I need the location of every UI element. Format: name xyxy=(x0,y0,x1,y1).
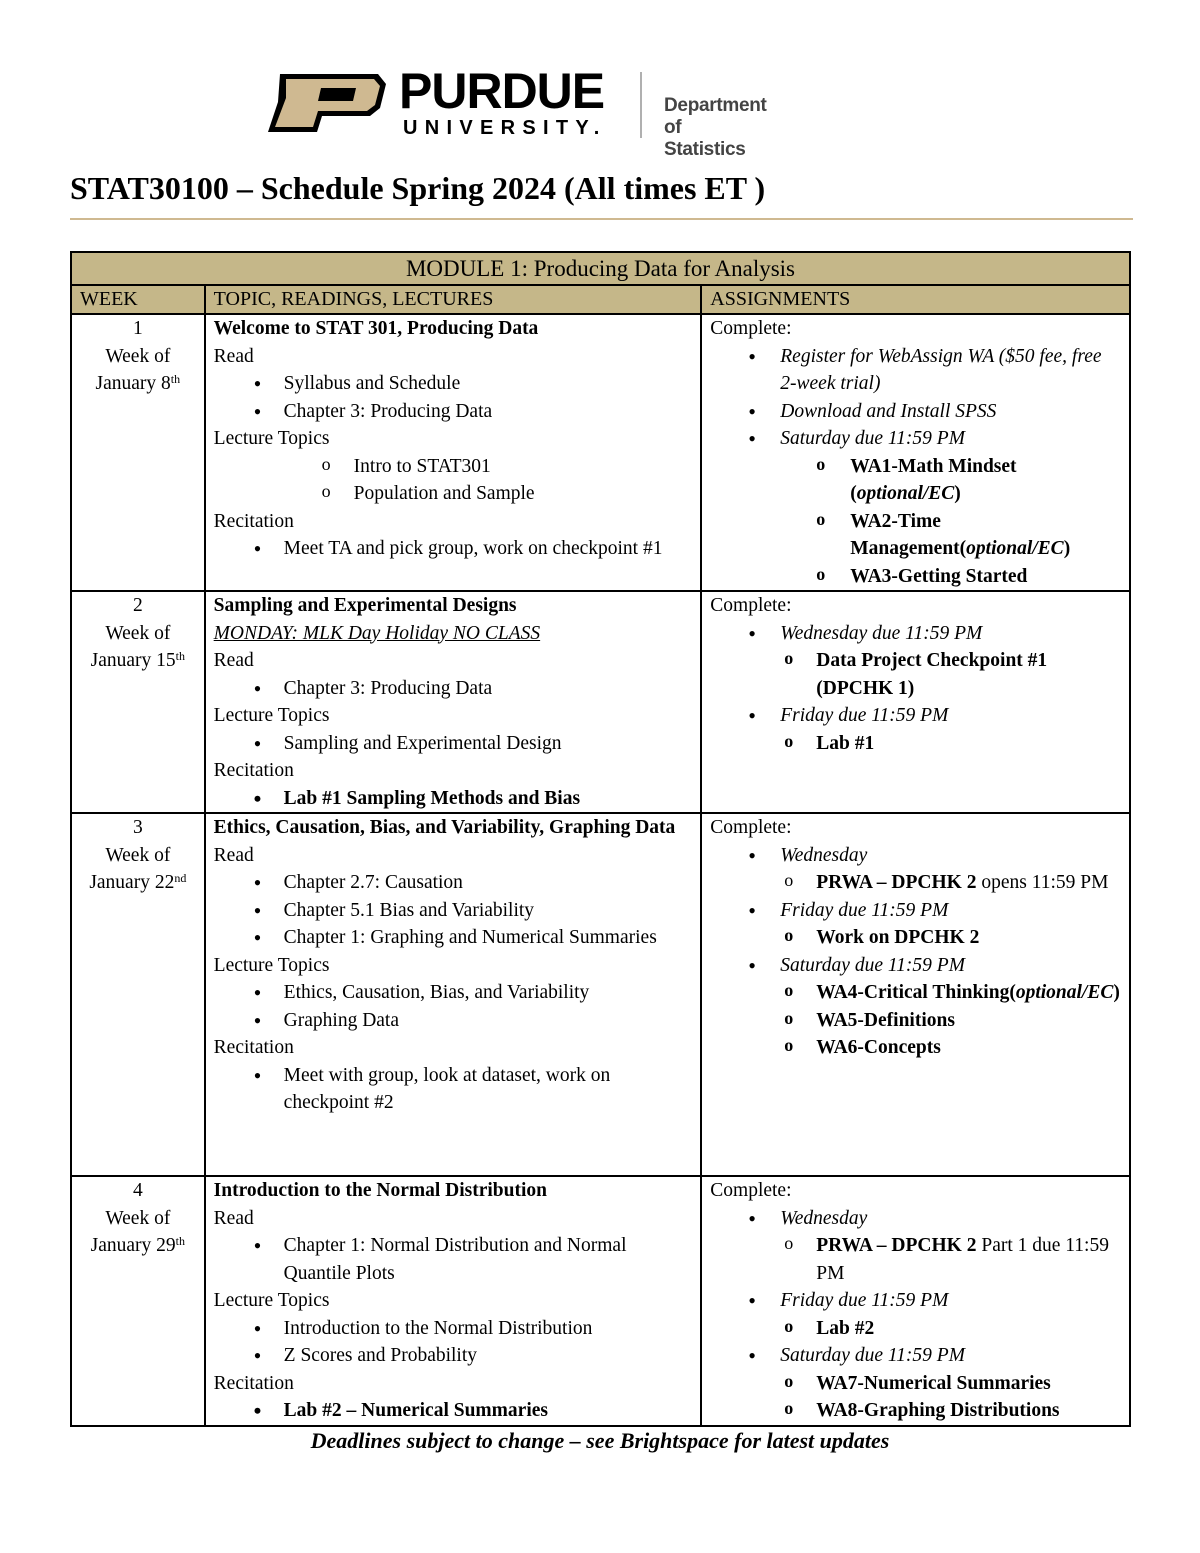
column-header-assignments: ASSIGNMENTS xyxy=(701,285,1130,314)
week-date: January 15th xyxy=(90,649,186,671)
recitation-label: Recitation xyxy=(213,760,294,781)
department-name: Department of Statistics xyxy=(664,95,767,160)
list-item: • Chapter 3: Producing Data xyxy=(214,675,693,703)
list-item: • Friday due 11:59 PM xyxy=(710,702,1121,730)
assignments-cell xyxy=(701,813,1130,1176)
logo-university: UNIVERSITY. xyxy=(403,117,607,139)
list-item: • Chapter 5.1 Bias and Variability xyxy=(214,897,693,925)
column-header-week: WEEK xyxy=(71,285,205,314)
list-item: • Syllabus and Schedule xyxy=(214,370,693,398)
list-item: • Graphing Data xyxy=(214,1007,693,1035)
list-item: o WA7-Numerical Summaries xyxy=(710,1370,1121,1398)
complete-label: Complete: xyxy=(710,595,792,616)
table-row xyxy=(71,591,1130,813)
list-item: • Chapter 2.7: Causation xyxy=(214,869,693,897)
assignments-cell xyxy=(701,591,1130,813)
list-item: • Meet with group, look at dataset, work on checkpoint #2 xyxy=(214,1062,693,1117)
list-item: • Ethics, Causation, Bias, and Variability xyxy=(214,979,693,1007)
list-item: o WA6-Concepts xyxy=(710,1034,1121,1062)
schedule-table xyxy=(70,251,1131,1427)
week-cell xyxy=(71,591,205,813)
list-item: o Population and Sample xyxy=(214,480,693,508)
read-label: Read xyxy=(213,650,254,671)
week-number: 3 xyxy=(132,817,143,838)
week-of-label: Week of xyxy=(105,1207,171,1229)
list-item: • Friday due 11:59 PM xyxy=(710,1287,1121,1315)
list-item: o WA1-Math Mindset (optional/EC) xyxy=(710,453,1121,508)
week-number: 4 xyxy=(132,1180,143,1201)
topic-title: Sampling and Experimental Designs xyxy=(213,595,517,616)
list-item: o WA3-Getting Started xyxy=(710,563,1121,591)
list-item: • Chapter 3: Producing Data xyxy=(214,398,693,426)
column-header-topic: TOPIC, READINGS, LECTURES xyxy=(205,285,702,314)
purdue-p-logo-icon xyxy=(266,74,386,138)
topic-cell xyxy=(205,314,702,591)
logo-divider xyxy=(640,72,642,138)
read-label: Read xyxy=(213,1207,254,1229)
module-title: MODULE 1: Producing Data for Analysis xyxy=(71,252,1130,285)
list-item: o WA8-Graphing Distributions xyxy=(710,1397,1121,1425)
week-number: 1 xyxy=(132,318,143,339)
list-item: o Data Project Checkpoint #1 (DPCHK 1) xyxy=(710,647,1121,702)
topic-title: Introduction to the Normal Distribution xyxy=(213,1180,547,1201)
complete-label: Complete: xyxy=(710,817,792,838)
list-item: • Wednesday due 11:59 PM xyxy=(710,620,1121,648)
lecture-label: Lecture Topics xyxy=(213,428,330,449)
list-item: • Chapter 1: Normal Distribution and Normal Quantile Plots xyxy=(214,1232,693,1287)
page-title: STAT30100 – Schedule Spring 2024 (All times ET ) xyxy=(70,170,766,206)
list-item: • Saturday due 11:59 PM xyxy=(710,425,1121,453)
table-row xyxy=(71,813,1130,1176)
lecture-label: Lecture Topics xyxy=(213,705,330,726)
list-item: • Lab #2 – Numerical Summaries xyxy=(214,1397,693,1425)
recitation-label: Recitation xyxy=(213,1372,294,1394)
topic-title: Ethics, Causation, Bias, and Variability, Graphing Data xyxy=(213,817,676,838)
week-of-label: Week of xyxy=(105,345,171,367)
complete-label: Complete: xyxy=(710,1180,792,1201)
week-date: January 8th xyxy=(95,372,181,394)
table-row xyxy=(71,314,1130,591)
list-item: • Introduction to the Normal Distribution xyxy=(214,1315,693,1343)
list-item: • Lab #1 Sampling Methods and Bias xyxy=(214,785,693,813)
list-item: • Wednesday xyxy=(710,1205,1121,1233)
list-item: o WA5-Definitions xyxy=(710,1007,1121,1035)
week-of-label: Week of xyxy=(105,622,171,644)
holiday-note: MONDAY: MLK Day Holiday NO CLASS xyxy=(213,622,541,644)
lecture-label: Lecture Topics xyxy=(213,1290,330,1311)
list-item: o Intro to STAT301 xyxy=(214,453,693,481)
week-number: 2 xyxy=(132,595,143,616)
topic-cell xyxy=(205,591,702,813)
list-item: o WA2-Time Management(optional/EC) xyxy=(710,508,1121,563)
table-row xyxy=(71,1176,1130,1426)
list-item: • Saturday due 11:59 PM xyxy=(710,1342,1121,1370)
list-item: • Saturday due 11:59 PM xyxy=(710,952,1121,980)
week-date: January 22nd xyxy=(89,871,187,893)
list-item: o PRWA – DPCHK 2 Part 1 due 11:59 PM xyxy=(710,1232,1121,1287)
list-item: o Lab #2 xyxy=(710,1315,1121,1343)
list-item: • Meet TA and pick group, work on checkpoint #1 xyxy=(214,535,693,563)
list-item: • Download and Install SPSS xyxy=(710,398,1121,426)
list-item: • Z Scores and Probability xyxy=(214,1342,693,1370)
footer-note: Deadlines subject to change – see Brightspace for latest updates xyxy=(310,1428,890,1453)
week-cell xyxy=(71,1176,205,1426)
complete-label: Complete: xyxy=(710,318,792,339)
topic-cell xyxy=(205,813,702,1176)
list-item: • Chapter 1: Graphing and Numerical Summaries xyxy=(214,924,693,952)
list-item: o WA4-Critical Thinking(optional/EC) xyxy=(710,979,1121,1007)
title-divider xyxy=(70,218,1133,220)
topic-cell xyxy=(205,1176,702,1426)
list-item: o PRWA – DPCHK 2 opens 11:59 PM xyxy=(710,869,1121,897)
week-cell xyxy=(71,314,205,591)
logo-wordmark: PURDUE xyxy=(399,63,605,119)
recitation-label: Recitation xyxy=(213,1037,294,1058)
list-item: • Wednesday xyxy=(710,842,1121,870)
recitation-label: Recitation xyxy=(213,510,294,532)
list-item: • Register for WebAssign WA ($50 fee, free 2-week trial) xyxy=(710,343,1121,398)
lecture-label: Lecture Topics xyxy=(213,954,330,976)
list-item: o Lab #1 xyxy=(710,730,1121,758)
week-date: January 29th xyxy=(90,1234,186,1256)
week-of-label: Week of xyxy=(105,844,171,866)
read-label: Read xyxy=(213,844,254,866)
read-label: Read xyxy=(213,345,254,367)
topic-title: Welcome to STAT 301, Producing Data xyxy=(213,318,539,339)
assignments-cell xyxy=(701,314,1130,591)
assignments-cell xyxy=(701,1176,1130,1426)
list-item: • Sampling and Experimental Design xyxy=(214,730,693,758)
list-item: • Friday due 11:59 PM xyxy=(710,897,1121,925)
list-item: o Work on DPCHK 2 xyxy=(710,924,1121,952)
week-cell xyxy=(71,813,205,1176)
